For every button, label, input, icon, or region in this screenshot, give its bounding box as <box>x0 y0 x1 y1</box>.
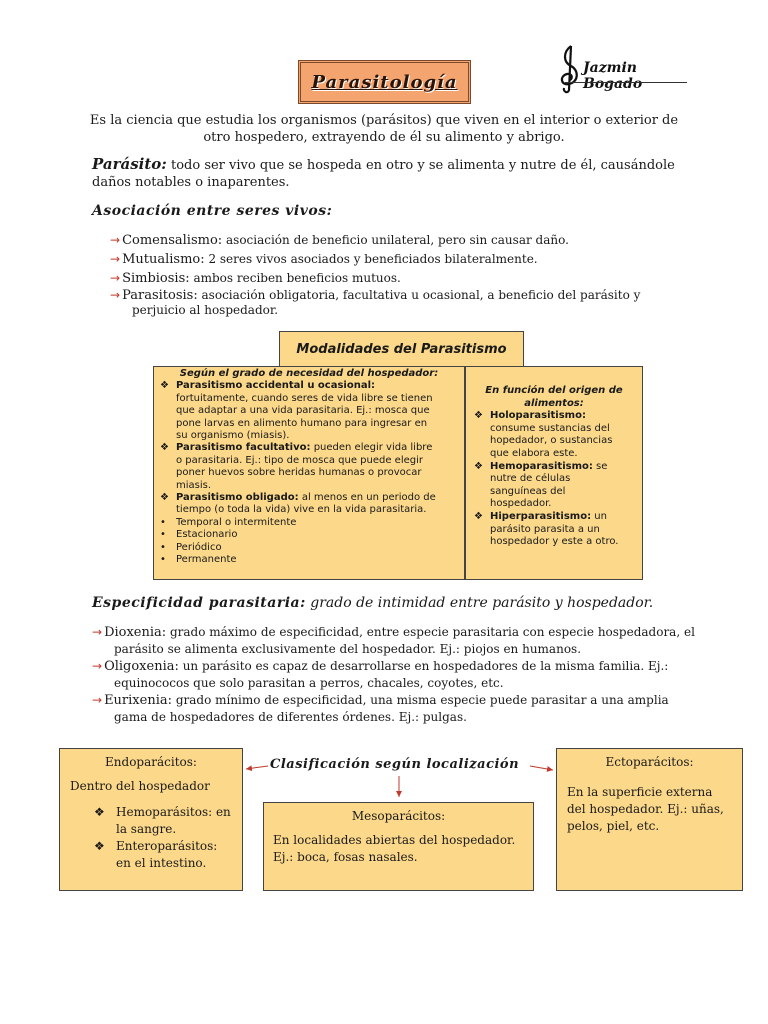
necesidad-heading: Según el grado de necesidad del hospedador: <box>179 368 439 379</box>
mesoparasitos-box: Mesoparácitos: En localidades abiertas del hospedador. Ej.: boca, fosas nasales. <box>263 802 534 891</box>
list-item: • Permanente <box>160 554 237 566</box>
list-item: → Mutualismo: 2 seres vivos asociados y beneficiados bilateralmente. <box>110 252 538 267</box>
author-name: Jazmin Bogado <box>583 60 643 92</box>
diamond-bullet-icon: ❖ <box>474 510 483 522</box>
list-item: ❖ Holoparasitismo: consume sustancias del hopedador, o sustancias que elabora este. <box>474 410 613 459</box>
asociacion-heading: Asociación entre seres vivos: <box>92 203 333 219</box>
list-item: → Comensalismo: asociación de beneficio unilateral, pero sin causar daño. <box>110 233 569 248</box>
endo-caption: Endoparácitos: <box>105 755 197 769</box>
especificidad-list: → Dioxenia: grado máximo de especificidad, entre especie parasitaria con especie hospedadora, el parásito se alimenta exclusivamente del hospedador. Ej.: piojos en humanos. → Oligoxenia: un parásito es capaz de desarrollarse en hospedadores de la misma familia. Ej.: equinococos que solo parasitan a perros, chacales, coyotes, etc. → Eurixenia: grado mínimo de especificidad, una misma especie puede parasitar a una amplia gama de hospedadores de diferentes órdenes. Ej.: pulgas. <box>92 624 742 726</box>
list-item: → Dioxenia: grado máximo de especificidad, entre especie parasitaria con especie hospedadora, el <box>92 625 695 640</box>
parasito-text: todo ser vivo que se hospeda en otro y se alimenta y nutre de él, causándole daños notables o inaparentes. <box>92 158 675 190</box>
dot-bullet-icon: • <box>160 516 166 528</box>
arrow-to-ecto <box>530 766 553 770</box>
list-item: ❖ Parasitismo facultativo: pueden elegir vida libre o parasitaria. Ej.: tipo de mosca que puede elegir poner huevos sobre heridas humanas o provocar miasis. <box>160 442 433 491</box>
parasito-label: Parásito: <box>92 155 167 173</box>
diamond-bullet-icon: ❖ <box>94 805 105 819</box>
list-item: ❖ Hiperparasitismo: un parásito parasita a un hospedador y este a otro. <box>474 510 619 548</box>
list-item: • Estacionario <box>160 529 238 541</box>
ectoparasitos-box: Ectoparácitos: En la superficie externa del hospedador. Ej.: uñas, pelos, piel, etc. <box>556 748 743 891</box>
dot-bullet-icon: • <box>160 554 166 566</box>
clasificacion-title: Clasificación según localización <box>270 757 520 772</box>
arrow-to-endo <box>246 766 268 769</box>
diamond-bullet-icon: ❖ <box>474 460 483 472</box>
ecto-caption: Ectoparácitos: <box>605 755 694 769</box>
especificidad-heading: Especificidad parasitaria: grado de intimidad entre parásito y hospedador. <box>92 595 654 611</box>
dot-bullet-icon: • <box>160 541 166 553</box>
diamond-bullet-icon: ❖ <box>160 442 169 454</box>
modalidades-title: Modalidades del Parasitismo <box>279 331 524 368</box>
page-title: Parasitología <box>311 71 458 93</box>
arrow-right-icon: → <box>92 625 103 639</box>
arrow-right-icon: → <box>92 693 103 707</box>
list-item: ❖ Parasitismo accidental u ocasional: fortuitamente, cuando seres de vida libre se tienen que adaptar a una vida parasitaria. Ej.: mosca que pone larvas en alimento humano para ingresar en su organismo (miasis). <box>160 380 433 442</box>
list-item: ❖ Enteroparásitos: en el intestino. <box>94 839 218 870</box>
list-item: ❖ Hemoparasitismo: se nutre de células sanguíneas del hospedador. <box>474 460 608 510</box>
arrow-right-icon: → <box>92 659 103 673</box>
intro-paragraph: Es la ciencia que estudia los organismos (parásitos) que viven en el interior o exterior de otro hospedero, extrayendo de él su alimento y abrigo. <box>89 113 679 145</box>
list-item: → Oligoxenia: un parásito es capaz de desarrollarse en hospedadores de la misma familia. Ej.: <box>92 659 669 674</box>
list-item: → Eurixenia: grado mínimo de especificidad, una misma especie puede parasitar a una amplia <box>92 693 669 708</box>
list-item: ❖ Parasitismo obligado: al menos en un periodo de tiempo (o toda la vida) vive en la vida parasitaria. <box>160 492 436 516</box>
arrow-right-icon: → <box>110 288 121 302</box>
diamond-bullet-icon: ❖ <box>160 492 169 504</box>
arrow-right-icon: → <box>110 271 121 285</box>
endoparasitos-box <box>59 748 243 891</box>
list-item: → Parasitosis: asociación obligatoria, facultativa u ocasional, a beneficio del parásito y <box>110 288 641 303</box>
asociacion-list: → Comensalismo: asociación de beneficio unilateral, pero sin causar daño. → Mutualismo: 2 seres vivos asociados y beneficiados bilateralmente. → Simbiosis: ambos reciben beneficios mutuos. → Parasitosis: asociación obligatoria, facultativa u ocasional, a beneficio del parásito y perjuicio al hospedador. <box>110 231 730 318</box>
diamond-bullet-icon: ❖ <box>94 839 105 853</box>
list-item: • Temporal o intermitente <box>160 516 297 528</box>
endo-text: Dentro del hospedador <box>70 779 210 793</box>
list-item: • Periódico <box>160 541 222 553</box>
list-item: ❖ Hemoparásitos: en la sangre. <box>94 805 231 836</box>
diamond-bullet-icon: ❖ <box>160 380 169 392</box>
list-item: → Simbiosis: ambos reciben beneficios mutuos. <box>110 271 401 286</box>
dot-bullet-icon: • <box>160 529 166 541</box>
meso-caption: Mesoparácitos: <box>351 809 446 823</box>
arrow-right-icon: → <box>110 233 121 247</box>
origen-heading: En función del origen de alimentos: <box>485 385 623 409</box>
arrow-right-icon: → <box>110 252 121 266</box>
diamond-bullet-icon: ❖ <box>474 410 483 422</box>
